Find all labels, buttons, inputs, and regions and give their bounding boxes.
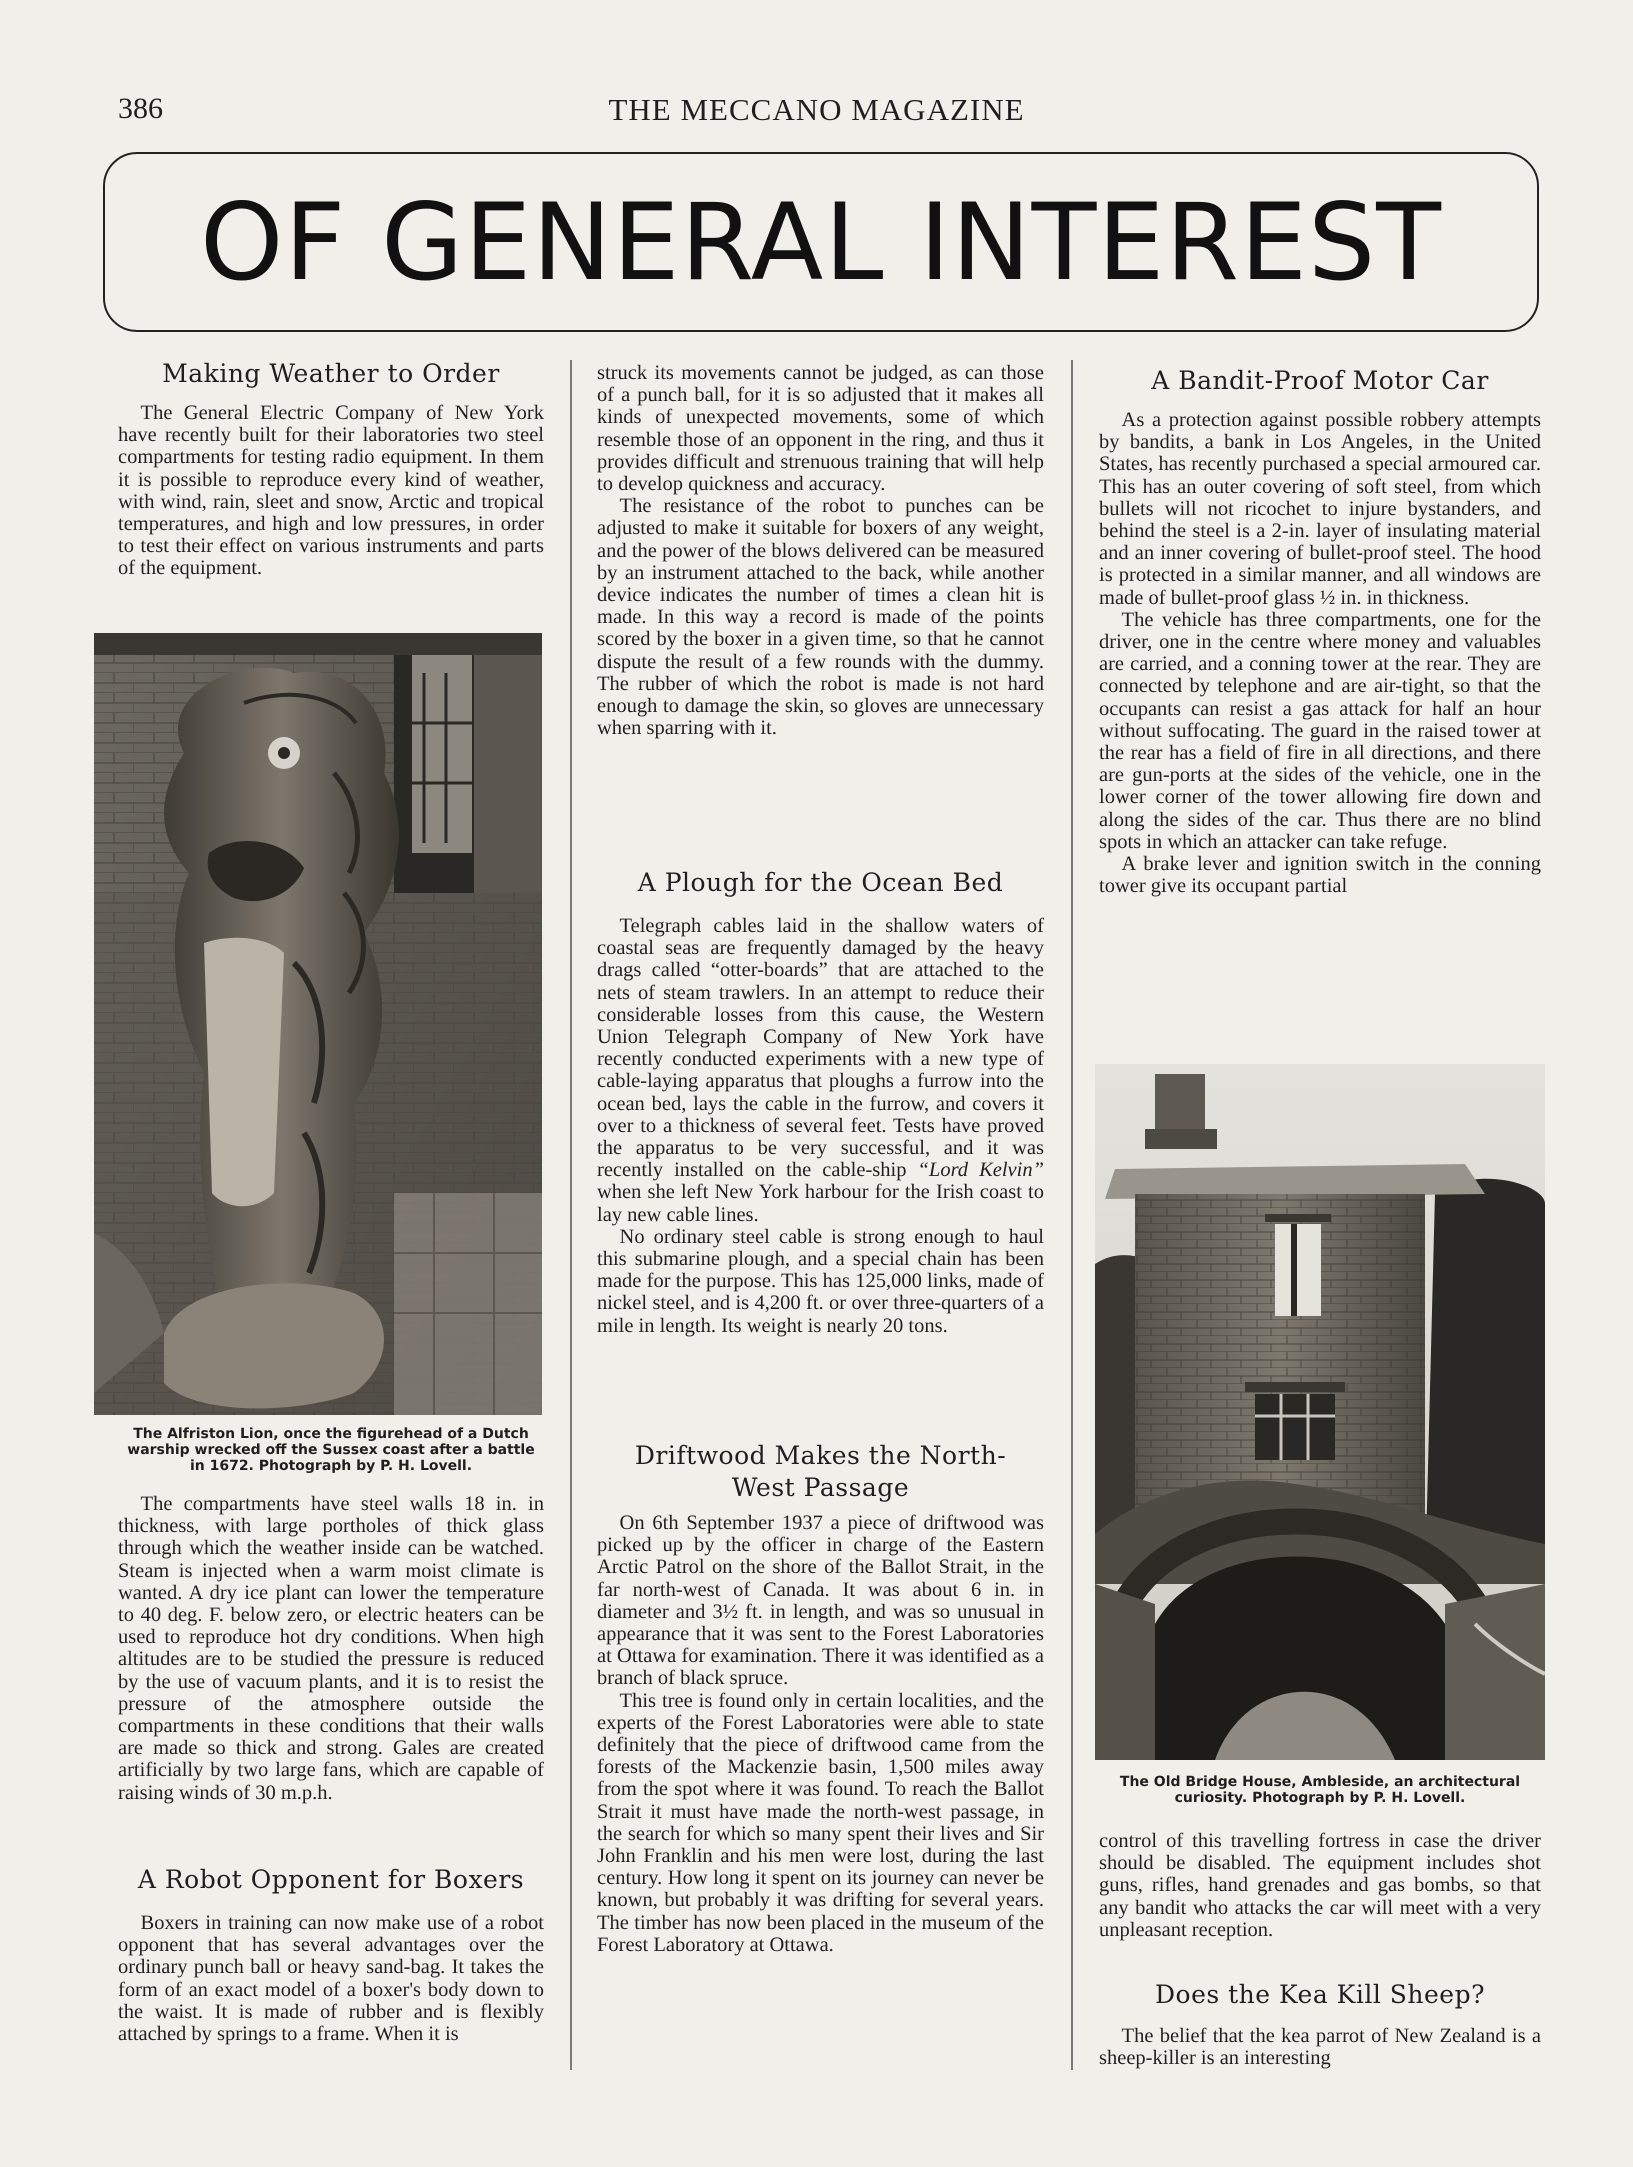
section-title: OF GENERAL INTEREST [199, 180, 1443, 304]
bandit-paragraph-2: The vehicle has three compartments, one for the driver, one in the centre where money and valuables are carried, and a conning tower at the rear. They are connected by telephone and are air-tight, so that the occupants can resist a gas attack for half an hour without suffocating. The guard in the raised tower at the rear has a field of fire in all directions, and there are gun-ports at the sides of the vehicle, one in the lower corner of the tower allowing fire down and along the sides of the car. Thus there are no blind spots in which an attacker can take refuge. [1099, 608, 1541, 853]
alfriston-lion-photo [94, 633, 542, 1415]
bandit-article-continued [1099, 1830, 1541, 1941]
weather-paragraph-1: The General Electric Company of New York have recently built for their laboratories two steel compartments for testing radio equipment. In them it is possible to reproduce every kind of weather, with wind, rain, sleet and snow, Arctic and tropical temperatures, and high and low pressures, in order to test their effect on various instruments and parts of the equipment. [118, 402, 544, 580]
robot-paragraph-3: The resistance of the robot to punches can be adjusted to make it suitable for boxers of any weight, and the power of the blows delivered can be measured by an instrument attached to the back, while another device indicates the number of times a clean hit is made. In this way a record is made of the points scored by the boxer in a given time, so that he cannot dispute the result of a few rounds with the dummy. The rubber of which the robot is made is not hard enough to damage the skin, so gloves are unnecessary when sparring with it. [597, 495, 1044, 740]
weather-article [118, 358, 544, 580]
robot-article [118, 1864, 544, 2045]
bandit-article [1099, 365, 1541, 897]
weather-article-continued [118, 1493, 544, 1804]
lion-photo-caption: The Alfriston Lion, once the figurehead of a Dutch warship wrecked off the Sussex coast after a battle in 1672. Photograph by P. H. Lovell. [127, 1426, 535, 1474]
plough-paragraph-1-start: Telegraph cables laid in the shallow waters of coastal seas are frequently damaged by the heavy drags called “otter-boards” that are attached to the nets of steam trawlers. In an attempt to reduce their considerable losses from this cause, the Western Union Telegraph Company of New York have recently conducted experiments with a new type of cable-laying apparatus that ploughs a furrow into the ocean bed, lays the cable in the furrow, and covers it over to a thickness of several feet. Tests have proved the apparatus to be very successful, and it was recently installed on the cable-ship [597, 915, 1044, 1182]
robot-paragraph-2: struck its movements cannot be judged, as can those of a punch ball, for it is so adjusted that it makes all kinds of unexpected movements, some of which resemble those of an opponent in the ring, and thus it provides difficult and strenuous training that will help to develop quickness and accuracy. [597, 362, 1044, 496]
bridge-photo-caption: The Old Bridge House, Ambleside, an architectural curiosity. Photograph by P. H. Lovell. [1119, 1774, 1521, 1806]
bridge-house-image [1095, 1064, 1545, 1760]
column-divider-right [1071, 360, 1073, 2070]
kea-paragraph-1: The belief that the kea parrot of New Zealand is a sheep-killer is an interesting [1099, 2025, 1541, 2070]
plough-paragraph-1-end: when she left New York harbour for the Irish coast to lay new cable lines. [597, 1181, 1044, 1226]
old-bridge-house-photo [1095, 1064, 1545, 1760]
driftwood-heading: Driftwood Makes the North-West Passage [634, 1441, 1007, 1502]
bandit-paragraph-1: As a protection against possible robbery attempts by bandits, a bank in Los Angeles, in the United States, has recently purchased a special armoured car. This has an outer covering of soft steel, from which bullets will not ricochet to injure bystanders, and behind the steel is a 2-in. layer of insulating material and an inner covering of bullet-proof steel. The hood is protected in a similar manner, and all windows are made of bullet-proof glass ½ in. in thickness. [1099, 409, 1541, 609]
weather-heading: Making Weather to Order [162, 359, 500, 388]
plough-heading: A Plough for the Ocean Bed [637, 868, 1004, 897]
bandit-paragraph-4: control of this travelling fortress in case the driver should be disabled. The equipment includes shot guns, rifles, hand grenades and gas bombs, so that any bandit who attacks the car will meet with a very unpleasant reception. [1099, 1830, 1541, 1941]
plough-article [597, 867, 1044, 1337]
plough-paragraph-1 [597, 915, 1044, 1226]
driftwood-paragraph-1: On 6th September 1937 a piece of driftwood was picked up by the officer in charge of the Eastern Arctic Patrol on the shore of the Ballot Strait, in the far north-west of Canada. It was about 6 in. in diameter and 3½ ft. in length, and was so unusual in appearance that it was sent to the Forest Laboratories at Ottawa for examination. There it was identified as a branch of black spruce. [597, 1512, 1044, 1690]
driftwood-paragraph-2: This tree is found only in certain localities, and the experts of the Forest Laboratories were able to state definitely that the piece of driftwood came from the forests of the Mackenzie basin, 1,500 miles away from the spot where it was found. To reach the Ballot Strait it must have made the north-west passage, in the search for which so many spent their lives and Sir John Franklin and his men were lost, during the last century. How long it spent on its journey can never be known, but probably it was drifting for several years. The timber has now been placed in the museum of the Forest Laboratory at Ottawa. [597, 1689, 1044, 1956]
bridge-caption-block [1099, 1774, 1541, 1806]
weather-paragraph-2: The compartments have steel walls 18 in. in thickness, with large portholes of thick glass through which the weather inside can be watched. Steam is injected when a warm moist climate is wanted. A dry ice plant can lower the temperature to 40 deg. F. below zero, or electric heaters can be used to reproduce hot dry conditions. When high altitudes are to be studied the pressure is reduced by the use of vacuum plants, and it is to resist the pressure of the atmosphere outside the compartments in these conditions that their walls are made so thick and strong. Gales are created artificially by two large fans, which are capable of raising winds of 30 m.p.h. [118, 1493, 544, 1804]
section-banner [103, 152, 1539, 332]
plough-paragraph-2: No ordinary steel cable is strong enough to haul this submarine plough, and a special chain has been made for the purpose. This has 125,000 links, made of nickel steel, and is 4,200 ft. or over three-quarters of a mile in length. Its weight is nearly 20 tons. [597, 1225, 1044, 1337]
magazine-title: THE MECCANO MAGAZINE [608, 92, 1025, 127]
driftwood-article [597, 1440, 1044, 1956]
page-number: 386 [118, 92, 163, 125]
lion-figurehead-image [94, 633, 542, 1415]
kea-article [1099, 1979, 1541, 2069]
bandit-paragraph-3: A brake lever and ignition switch in the conning tower give its occupant partial [1099, 853, 1541, 898]
ship-name: “Lord Kelvin” [917, 1159, 1044, 1182]
bandit-heading: A Bandit-Proof Motor Car [1151, 366, 1489, 395]
column-divider-left [570, 360, 572, 2070]
robot-article-continued [597, 362, 1044, 739]
kea-heading: Does the Kea Kill Sheep? [1154, 1980, 1486, 2009]
robot-paragraph-1: Boxers in training can now make use of a robot opponent that has several advantages over the ordinary punch ball or heavy sand-bag. It takes the form of an exact model of a boxer's body down to the waist. It is made of rubber and is flexibly attached by springs to a frame. When it is [118, 1912, 544, 2046]
robot-heading: A Robot Opponent for Boxers [137, 1865, 525, 1894]
running-head [0, 92, 1633, 138]
lion-caption-block [118, 1426, 544, 1474]
